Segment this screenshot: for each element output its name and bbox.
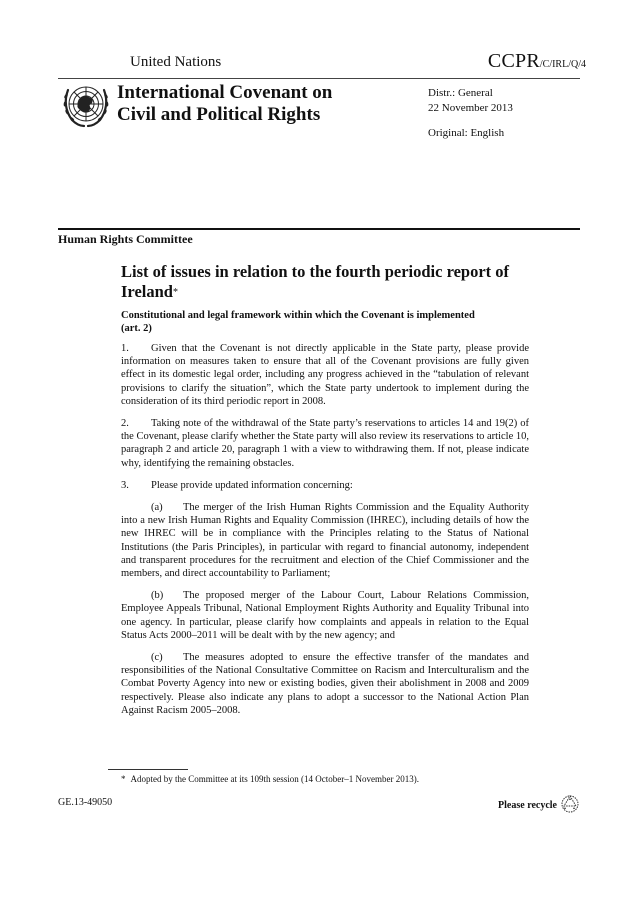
- paragraph-text: Given that the Covenant is not directly applicable in the State party, please provide information on measures taken to ensure that all of the Covenant provisions are fully given effect in its domestic legal order, including any progress achieved in the “tabulation of relevant provisions to clarify the situation”, which the State party undertook to implement during the consideration of its third periodic report in 2008.: [121, 343, 529, 407]
- organization-name: United Nations: [130, 54, 222, 70]
- document-title-text: List of issues in relation to the fourth periodic report of Ireland: [121, 262, 510, 301]
- section-heading-line2: (art. 2): [121, 323, 152, 334]
- recycle-icon: [560, 794, 580, 817]
- committee-rule: [58, 228, 580, 230]
- footnote-mark: *: [121, 774, 126, 784]
- footnote-text: Adopted by the Committee at its 109th session (14 October–1 November 2013).: [130, 774, 419, 784]
- sub-paragraph-label: (b): [151, 590, 164, 602]
- paragraph-number: 1.: [121, 343, 129, 354]
- paragraph-text: Please provide updated information concerning:: [151, 479, 353, 491]
- sub-paragraph-c: [121, 651, 529, 717]
- committee-name: Human Rights Committee: [58, 232, 193, 246]
- footnote-separator: [108, 769, 188, 770]
- distribution-label: Distr.: General: [428, 87, 493, 99]
- paragraph-1: [121, 342, 529, 408]
- paragraph-2: [121, 417, 529, 470]
- header-rule: [58, 78, 580, 79]
- paragraph-number: 3.: [121, 479, 129, 491]
- sub-paragraph-b: [121, 589, 529, 642]
- title-footnote-mark[interactable]: *: [172, 287, 178, 298]
- sub-paragraph-a: [121, 501, 529, 580]
- recycle-label: Please recycle: [498, 800, 557, 811]
- sub-paragraph-label: (c): [151, 652, 163, 664]
- section-heading: [121, 309, 551, 335]
- treaty-title-line2: Civil and Political Rights: [117, 104, 321, 125]
- recycle-notice: [498, 794, 580, 817]
- treaty-title-line1: International Covenant on: [117, 82, 333, 103]
- sub-paragraph-text: The proposed merger of the Labour Court, Labour Relations Commission, Employee Appeals Tribunal, National Employment Rights Authority and Equality Tribunal into one agency. In particular, please clarify how complaints and appeals in relation to the Equal Status Acts 2000–2011 will be dealt with by the new agency; and: [121, 590, 529, 641]
- symbol-main: CCPR: [487, 50, 540, 72]
- paragraph-text: Taking note of the withdrawal of the State party’s reservations to articles 14 and 19(2) of the Covenant, please clarify whether the State party will also review its reservations to article 10, paragraph 2 and article 20, paragraph 1 with a view to withdrawing them. If not, please indicate why, identifying the remaining obstacles.: [121, 418, 529, 469]
- sub-paragraph-text: The merger of the Irish Human Rights Commission and the Equality Authority into a new Irish Human Rights and Equality Commission (IHREC), including details of how the new IHREC will be in compliance with the Principles relating to the Status of National Institutions (the Paris Principles), in particular with regard to financial autonomy, independent and transparent procedures for the recruitment and election of the Chief Commissioner and the members, and direct accountability to Parliament;: [121, 502, 529, 580]
- document-symbol: [488, 50, 586, 73]
- document-date: 22 November 2013: [428, 102, 513, 114]
- distribution-block: [428, 86, 513, 116]
- paragraph-number: 2.: [121, 418, 129, 430]
- job-number: GE.13-49050: [58, 797, 113, 808]
- footnote: [121, 774, 419, 784]
- document-body: [121, 342, 529, 726]
- sub-paragraph-text: The measures adopted to ensure the effective transfer of the mandates and responsibilities of the National Consultative Committee on Racism and Interculturalism and the Combat Poverty Agency into new or existing bodies, given their abolishment in 2008 and 2009 respectively. Please also indicate any plans to adopt a successor to the National Action Plan Against Racism 2005–2008.: [121, 652, 529, 716]
- symbol-sub: /C/IRL/Q/4: [539, 59, 586, 70]
- document-title: [121, 262, 521, 303]
- sub-paragraph-label: (a): [151, 502, 163, 514]
- paragraph-3: [121, 479, 529, 492]
- treaty-body-title: [117, 82, 332, 126]
- original-language: Original: English: [428, 127, 505, 139]
- section-heading-line1: Constitutional and legal framework within which the Covenant is implemented: [121, 310, 475, 321]
- un-emblem-icon: [60, 80, 112, 132]
